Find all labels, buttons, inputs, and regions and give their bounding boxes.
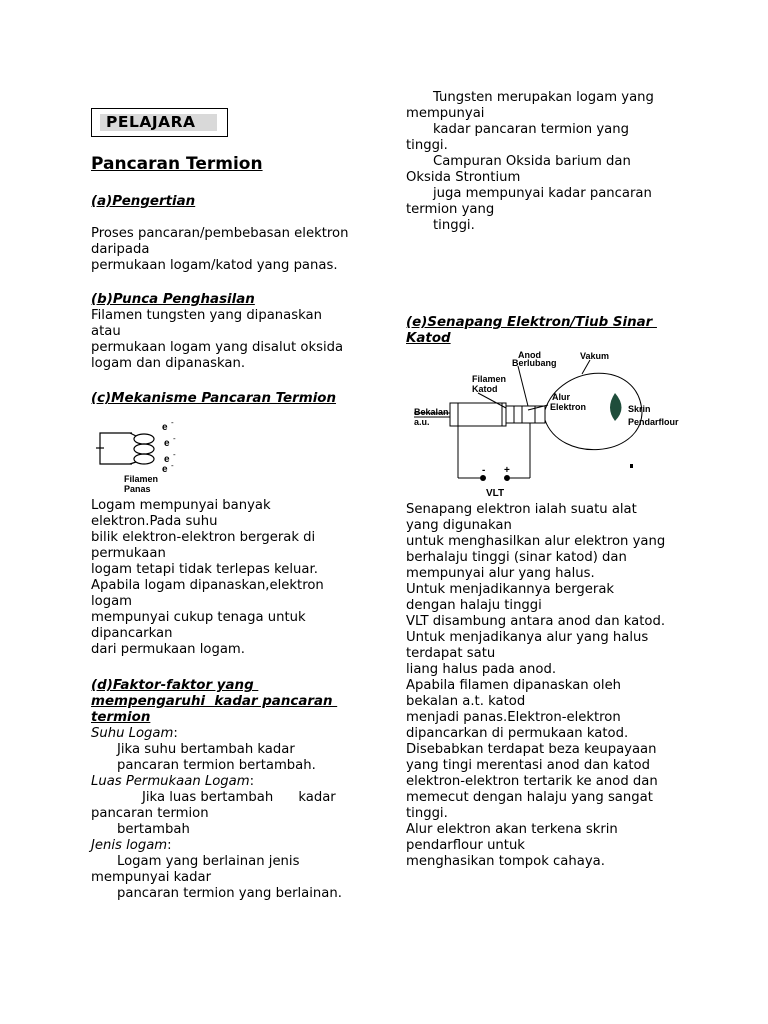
section-e-line: mempunyai alur yang halus. [406, 566, 595, 581]
section-e-line: menjadi panas.Elektron-elektron [406, 710, 621, 725]
right-top-line: kadar pancaran termion yang [433, 122, 629, 137]
section-e-line: Senapang elektron ialah suatu alat [406, 502, 637, 517]
section-e-line: Untuk menjadikannya bergerak [406, 582, 615, 597]
section-a-line: permukaan logam/katod yang panas. [91, 258, 338, 273]
screen-label: Skrin [628, 404, 651, 414]
electron-label: e [164, 454, 170, 465]
section-c-line: dipancarkan [91, 626, 173, 641]
minus-terminal: - [482, 465, 486, 476]
factor-label: Suhu Logam: [91, 726, 178, 741]
section-e-line: memecut dengan halaju yang sangat [406, 790, 653, 805]
section-b-line: Filamen tungsten yang dipanaskan [91, 308, 322, 323]
right-top-line: termion yang [406, 202, 495, 217]
section-d-heading: (d)Faktor-faktor yang [91, 678, 259, 693]
factor-line: pancaran termion yang berlainan. [117, 886, 342, 901]
minus-sign: - [171, 418, 174, 427]
anode-label: Anod [518, 350, 541, 360]
electron-label: e [162, 422, 168, 433]
electron-label: e [164, 438, 170, 449]
right-top-line: juga mempunyai kadar pancaran [433, 186, 652, 201]
section-c-line: permukaan [91, 546, 166, 561]
minus-sign: - [171, 461, 174, 470]
section-e-line: yang digunakan [406, 518, 512, 533]
right-top-line: Campuran Oksida barium dan [433, 154, 631, 169]
factor-line: Jika suhu bertambah kadar [117, 742, 295, 757]
section-e-line: elektron-elektron tertarik ke anod dan [406, 774, 658, 789]
section-e-line: menghasikan tompok cahaya. [406, 854, 605, 869]
section-e-line: berhalaju tinggi (sinar katod) dan [406, 550, 627, 565]
section-e-heading: Katod [406, 331, 451, 346]
section-a-line: daripada [91, 242, 150, 257]
vacuum-label: Vakum [580, 351, 610, 361]
section-c-heading: (c)Mekanisme Pancaran Termion [91, 391, 337, 406]
section-c-line: Apabila logam dipanaskan,elektron [91, 578, 324, 593]
section-b-line: atau [91, 324, 121, 339]
beam-label: Elektron [550, 402, 587, 412]
filament-label: Panas [124, 484, 151, 494]
section-e-line: terdapat satu [406, 646, 496, 661]
section-c-line: mempunyai cukup tenaga untuk [91, 610, 306, 625]
section-e-heading: (e)Senapang Elektron/Tiub Sinar [406, 315, 657, 330]
section-e-line: untuk menghasilkan alur elektron yang [406, 534, 666, 549]
section-e-line: dengan halaju tinggi [406, 598, 542, 613]
header-box-label: PELAJARA [106, 113, 196, 131]
beam-label: Alur [552, 392, 570, 402]
vlt-label: VLT [486, 488, 505, 499]
right-top-line: tinggi. [433, 218, 475, 233]
electron-gun-diagram [410, 348, 690, 500]
section-e-line: bekalan a.t. katod [406, 694, 526, 709]
factor-line: pancaran termion [91, 806, 209, 821]
section-b-line: permukaan logam yang disalut oksida [91, 340, 344, 355]
section-c-line: bilik elektron-elektron bergerak di [91, 530, 316, 545]
section-e-line: liang halus pada anod. [406, 662, 557, 677]
section-e-line: Disebabkan terdapat beza keupayaan [406, 742, 657, 757]
section-c-line: logam [91, 594, 133, 609]
factor-line: mempunyai kadar [91, 870, 211, 885]
factor-line: pancaran termion bertambah. [117, 758, 316, 773]
cathode-label: Katod [472, 384, 498, 394]
section-e-line: Untuk menjadikanya alur yang halus [406, 630, 649, 645]
section-e-line: Alur elektron akan terkena skrin [406, 822, 618, 837]
right-top-line: mempunyai [406, 106, 485, 121]
screen-label: Pendarflour [628, 417, 679, 427]
section-d-heading: mempengaruhi kadar pancaran [91, 694, 338, 709]
factor-line: Jika luas bertambah kadar [142, 790, 336, 805]
right-top-line: Oksida Strontium [406, 170, 521, 185]
factor-label: Luas Permukaan Logam: [91, 774, 255, 789]
section-e-line: tinggi. [406, 806, 448, 821]
minus-sign: - [173, 450, 176, 459]
section-c-line: elektron.Pada suhu [91, 514, 218, 529]
section-b-heading: (b)Punca Penghasilan [91, 292, 255, 307]
section-e-line: yang tingi merentasi anod dan katod [406, 758, 650, 773]
factor-label: Jenis logam: [91, 838, 172, 853]
factor-line: bertambah [117, 822, 190, 837]
section-a-heading: (a)Pengertian [91, 194, 196, 209]
factor-line: Logam yang berlainan jenis [117, 854, 300, 869]
filament-label: Filamen [124, 474, 159, 484]
anode-hole-label: Berlubang [512, 358, 557, 368]
minus-sign: - [173, 434, 176, 443]
section-e-line: VLT disambung antara anod dan katod. [406, 614, 666, 629]
supply-label: a.u. [414, 417, 430, 427]
filament-label: Filamen [472, 374, 507, 384]
section-d-heading: termion [91, 710, 151, 725]
section-c-line: Logam mempunyai banyak [91, 498, 271, 513]
electron-label: e [162, 464, 168, 475]
section-e-line: dipancarkan di permukaan katod. [406, 726, 629, 741]
section-e-line: Apabila filamen dipanaskan oleh [406, 678, 622, 693]
section-a-line: Proses pancaran/pembebasan elektron [91, 226, 349, 241]
section-c-line: dari permukaan logam. [91, 642, 245, 657]
section-e-line: pendarflour untuk [406, 838, 525, 853]
supply-label: Bekalan [414, 407, 449, 417]
page-title: Pancaran Termion [91, 154, 263, 174]
right-top-line: Tungsten merupakan logam yang [433, 90, 654, 105]
plus-terminal: + [504, 465, 510, 476]
right-top-line: tinggi. [406, 138, 448, 153]
filament-diagram [92, 418, 187, 496]
section-c-line: logam tetapi tidak terlepas keluar. [91, 562, 318, 577]
section-b-line: logam dan dipanaskan. [91, 356, 246, 371]
